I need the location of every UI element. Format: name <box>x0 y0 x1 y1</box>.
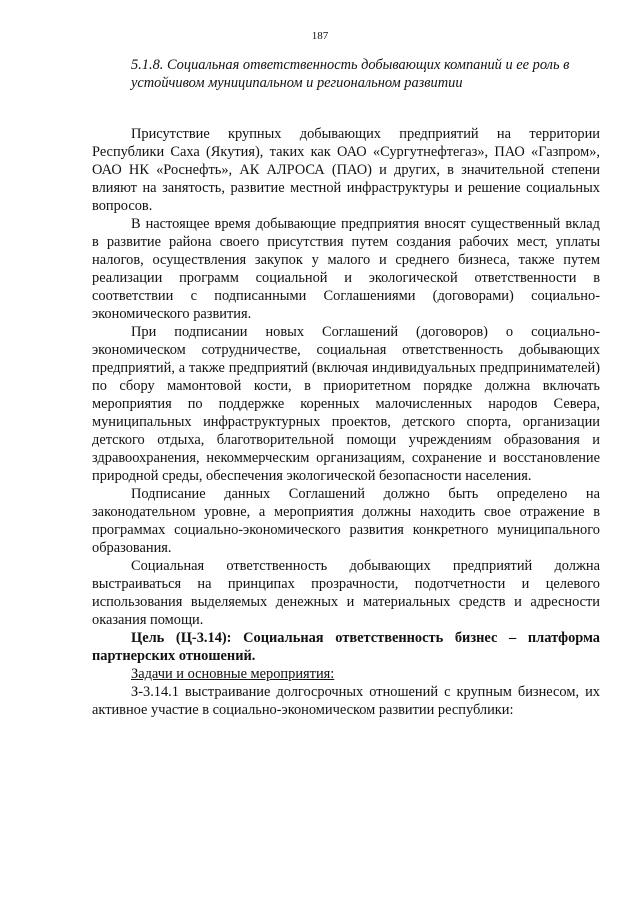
page-number: 187 <box>311 30 329 42</box>
task-item: З-3.14.1 выстраивание долгосрочных отношений с крупным бизнесом, их активное участие в социально-экономическом развитии республики: <box>92 684 600 718</box>
paragraph-3: При подписании новых Соглашений (договоров) о социально-экономическом сотрудничестве, социальная ответственность добывающих предприятий, а также предприятий (включая индивидуальных предпринимателей) по сбору мамонтовой кости, в приоритетном порядке должна включать мероприятия по поддержке коренных малочисленных народов Севера, муниципальных инфраструктурных проектов, детского спорта, организации детского отдыха, благотворительной помощи учреждениям образования и здравоохранения, некоммерческим организациям, сохранение и восстановление природной среды, обеспечения экологической безопасности населения. <box>92 324 600 484</box>
paragraph-4: Подписание данных Соглашений должно быть определено на законодательном уровне, а мероприятия должны находить свое отражение в программах социально-экономического развития конкретного муниципального образования. <box>92 486 600 556</box>
goal-statement: Цель (Ц-3.14): Социальная ответственность бизнес – платформа партнерских отношений. <box>92 630 600 664</box>
paragraph-5: Социальная ответственность добывающих предприятий должна выстраиваться на принципах прозрачности, подотчетности и целевого использования выделяемых денежных и материальных средств и адресности оказания помощи. <box>92 558 600 628</box>
paragraph-2: В настоящее время добывающие предприятия вносят существенный вклад в развитие района своего присутствия путем создания рабочих мест, уплаты налогов, осуществления закупок у малого и среднего бизнеса, также путем реализации программ социальной и экологической ответственности в соответствии с подписанными Соглашениями (договорами) социально-экономического развития. <box>92 216 600 322</box>
tasks-heading: Задачи и основные мероприятия: <box>131 666 335 682</box>
paragraph-1: Присутствие крупных добывающих предприятий на территории Республики Саха (Якутия), таких как ОАО «Сургутнефтегаз», ПАО «Газпром», ОАО НК «Роснефть», АК АЛРОСА (ПАО) и других, в значительной степени влияют на занятость, развитие местной инфраструктуры и решение социальных вопросов. <box>92 126 600 214</box>
body-text <box>92 125 600 719</box>
section-title: 5.1.8. Социальная ответственность добывающих компаний и ее роль в устойчивом муниципальном и региональном развитии <box>131 57 570 91</box>
